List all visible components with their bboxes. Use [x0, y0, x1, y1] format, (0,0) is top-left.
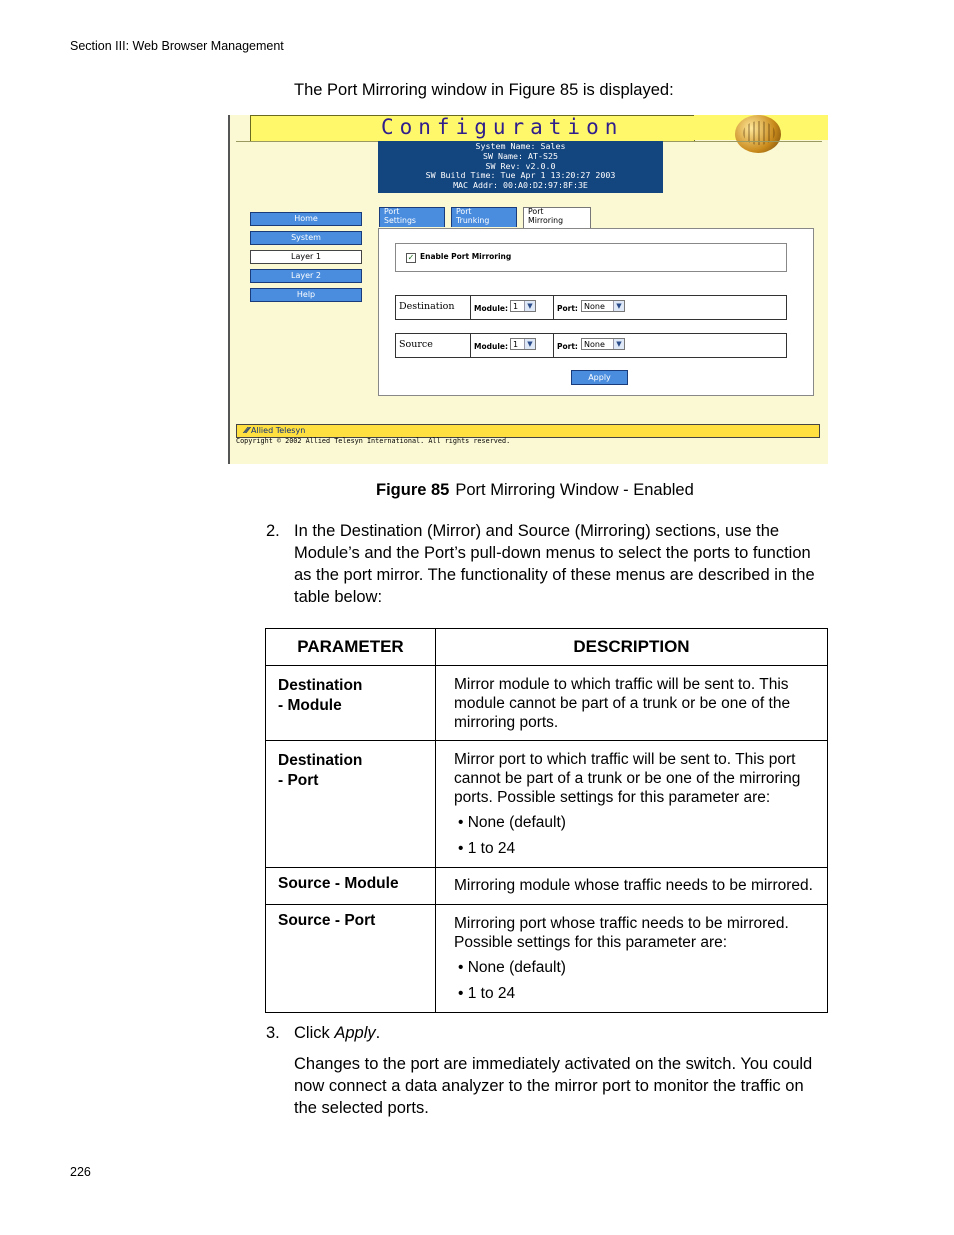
parameter-line: Destination: [278, 677, 363, 694]
step-suffix: .: [375, 1024, 381, 1042]
source-module-value: 1: [513, 340, 519, 349]
chevron-down-icon: ▼: [613, 339, 624, 349]
intro-paragraph: The Port Mirroring window in Figure 85 is displayed:: [294, 81, 674, 99]
bullet-list: [458, 958, 823, 1004]
description-text: Mirroring port whose traffic needs to be mirrored. Possible settings for this parameter are:: [454, 915, 789, 951]
enable-port-mirroring-label: Enable Port Mirroring: [420, 252, 512, 261]
nav-help-button[interactable]: Help: [250, 288, 362, 302]
system-name: System Name: Sales: [475, 141, 566, 151]
sw-name: SW Name: AT-S25: [483, 150, 558, 161]
tab-label-line1: Port: [528, 207, 544, 216]
enable-section: [395, 243, 787, 272]
tab-port-mirroring[interactable]: [523, 207, 591, 229]
figure-caption: [376, 481, 694, 500]
port-mirroring-panel: [378, 228, 814, 396]
nav-layer1-button[interactable]: Layer 1: [250, 250, 362, 264]
description-text: Mirror port to which traffic will be sent to. This port cannot be part of a trunk or be one of the mirroring ports. Possible settings for this parameter are:: [454, 751, 801, 806]
list-item: • None (default): [458, 814, 566, 831]
mac-addr: MAC Addr: 00:A0:D2:97:8F:3E: [453, 180, 588, 191]
table-row: [266, 666, 828, 741]
destination-module-value: 1: [513, 302, 519, 311]
source-port-value: None: [584, 340, 605, 349]
enable-port-mirroring-checkbox[interactable]: ✓: [407, 253, 415, 262]
apply-emphasis: Apply: [334, 1024, 376, 1042]
chevron-down-icon: ▼: [524, 301, 535, 311]
copyright-notice: Copyright © 2002 Allied Telesyn International. All rights reserved.: [236, 437, 511, 445]
configuration-banner: [250, 115, 695, 142]
description-text: Mirroring module whose traffic needs to be mirrored.: [454, 877, 813, 894]
sw-rev: SW Rev: v2.0.0: [485, 160, 556, 171]
screenshot-figure: [228, 115, 828, 464]
list-item: • None (default): [458, 959, 566, 976]
step-text: [294, 1022, 824, 1044]
figure-border: [228, 115, 230, 464]
chevron-down-icon: ▼: [524, 339, 535, 349]
table-header-row: [266, 629, 828, 666]
table-row: [266, 905, 828, 1013]
figure-label: Figure 85: [376, 481, 450, 499]
source-port-select[interactable]: [581, 338, 625, 350]
parameter-cell: [266, 905, 436, 1013]
tab-label-line2: Mirroring: [528, 215, 564, 225]
table-row: [266, 741, 828, 868]
parameter-cell: [266, 868, 436, 905]
table-row: [266, 868, 828, 905]
parameter-line: Destination: [278, 752, 363, 769]
description-cell: [436, 741, 828, 868]
nav-home-button[interactable]: Home: [250, 212, 362, 226]
list-item: • 1 to 24: [458, 840, 516, 857]
bullet-list: [458, 813, 823, 859]
step-2: [266, 520, 826, 610]
parameter-cell: [266, 741, 436, 868]
source-module-select[interactable]: [510, 338, 536, 350]
figure-caption-text: Port Mirroring Window - Enabled: [455, 481, 694, 499]
chevron-down-icon: ▼: [613, 301, 624, 311]
source-label: Source: [399, 339, 433, 350]
description-cell: [436, 905, 828, 1013]
nav-layer2-button[interactable]: Layer 2: [250, 269, 362, 283]
system-info-box: [378, 141, 663, 193]
row-divider: [470, 296, 471, 319]
sw-build-time: SW Build Time: Tue Apr 1 13:20:27 2003: [425, 170, 616, 181]
description-cell: [436, 666, 828, 741]
destination-port-value: None: [584, 302, 605, 311]
logo-mark-icon: ⁄⁄⁄: [245, 426, 250, 435]
running-head: Section III: Web Browser Management: [70, 39, 284, 53]
configuration-title: Configuration: [381, 115, 624, 139]
tab-port-trunking[interactable]: [451, 207, 517, 227]
footer-logo-text: Allied Telesyn: [251, 426, 306, 435]
row-divider: [553, 296, 554, 319]
tab-label-line2: Trunking: [456, 215, 490, 225]
destination-module-select[interactable]: [510, 300, 536, 312]
parameter-cell: [266, 666, 436, 741]
nav-system-button[interactable]: System: [250, 231, 362, 245]
destination-module-label: Module:: [474, 304, 508, 313]
destination-label: Destination: [399, 301, 455, 312]
tab-label-line1: Port: [456, 207, 472, 216]
parameter-line: Source - Module: [278, 875, 399, 892]
parameter-table: [265, 628, 828, 1013]
parameter-line: - Port: [278, 772, 319, 789]
allied-telesyn-logo: [245, 425, 305, 437]
column-header-description: DESCRIPTION: [436, 629, 828, 666]
destination-port-label: Port:: [557, 304, 578, 313]
column-header-parameter: PARAMETER: [266, 629, 436, 666]
step-prefix: Click: [294, 1024, 335, 1042]
destination-port-select[interactable]: [581, 300, 625, 312]
parameter-line: Source - Port: [278, 912, 376, 929]
tab-label-line2: Settings: [384, 215, 416, 225]
destination-row: [395, 295, 787, 320]
step-3: [266, 1022, 826, 1046]
page-number: 226: [70, 1165, 91, 1179]
footer-bar: [236, 424, 820, 438]
tab-label-line1: Port: [384, 207, 400, 216]
result-paragraph: Changes to the port are immediately activated on the switch. You could now connect a data analyzer to the mirror port to monitor the traffic on the selected ports.: [294, 1055, 813, 1117]
parameter-line: - Module: [278, 697, 342, 714]
step-text: In the Destination (Mirror) and Source (Mirroring) sections, use the Module’s and the Port’s pull-down menus to select the ports to function as the port mirror. The functionality of these menus are described in the table below:: [294, 522, 815, 606]
source-row: [395, 333, 787, 358]
source-port-label: Port:: [557, 342, 578, 351]
description-cell: [436, 868, 828, 905]
tab-port-settings[interactable]: [379, 207, 445, 227]
step-number: 2.: [266, 522, 280, 540]
apply-button[interactable]: Apply: [571, 370, 628, 385]
row-divider: [470, 334, 471, 357]
description-text: Mirror module to which traffic will be sent to. This module cannot be part of a trunk or be one of the mirroring ports.: [454, 676, 791, 731]
step-number: 3.: [266, 1024, 280, 1042]
list-item: • 1 to 24: [458, 985, 516, 1002]
source-module-label: Module:: [474, 342, 508, 351]
row-divider: [553, 334, 554, 357]
